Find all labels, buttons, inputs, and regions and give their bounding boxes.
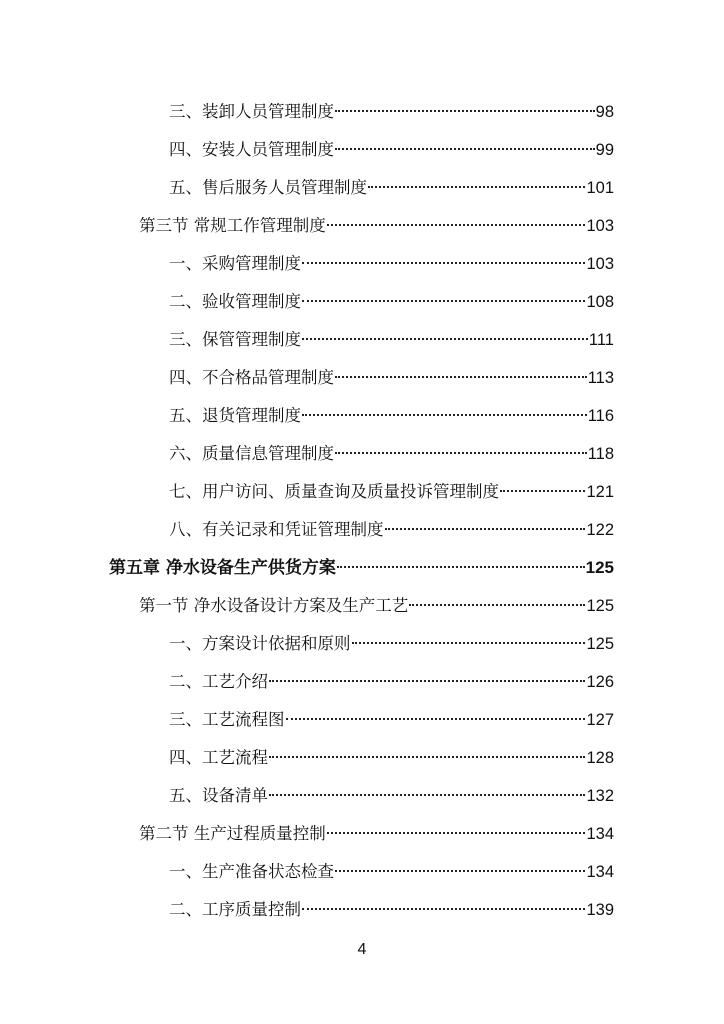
toc-entry-title: 第三节 常规工作管理制度 [139, 216, 326, 235]
toc-item-entry[interactable] [169, 93, 614, 131]
dot-leader [337, 566, 585, 568]
toc-entry-page: 101 [586, 179, 614, 197]
toc-entry-page: 99 [595, 141, 614, 159]
toc-entry-title: 四、工艺流程 [169, 748, 268, 767]
toc-entry-page: 103 [586, 217, 614, 235]
toc-entry-page: 125 [585, 558, 614, 577]
toc-section-entry[interactable] [139, 815, 614, 853]
toc-entry-page: 113 [587, 369, 614, 387]
dot-leader [269, 794, 585, 796]
toc-entry-title: 第一节 净水设备设计方案及生产工艺 [139, 596, 409, 615]
dot-leader [302, 262, 585, 264]
dot-leader [335, 452, 587, 454]
toc-item-entry[interactable] [169, 625, 614, 663]
toc-item-entry[interactable] [169, 473, 614, 511]
toc-entry-page: 103 [586, 255, 614, 273]
dot-leader [327, 832, 586, 834]
toc-entry-title: 四、安装人员管理制度 [169, 140, 334, 159]
toc-entry-title: 三、装卸人员管理制度 [169, 102, 334, 121]
toc-entry-page: 121 [586, 483, 614, 501]
toc-entry-page: 139 [586, 901, 614, 919]
dot-leader [269, 756, 585, 758]
toc-entry-title: 第二节 生产过程质量控制 [139, 824, 326, 843]
toc-item-entry[interactable] [169, 435, 614, 473]
toc-entry-title: 一、方案设计依据和原则 [169, 634, 351, 653]
toc-entry-page: 126 [586, 673, 614, 691]
toc-entry-title: 六、质量信息管理制度 [169, 444, 334, 463]
toc-entry-title: 五、售后服务人员管理制度 [169, 178, 367, 197]
toc-entry-title: 五、设备清单 [169, 786, 268, 805]
toc-entry-page: 134 [586, 863, 614, 881]
toc-item-entry[interactable] [169, 169, 614, 207]
toc-entry-page: 134 [586, 825, 614, 843]
toc-item-entry[interactable] [169, 739, 614, 777]
toc-item-entry[interactable] [169, 397, 614, 435]
toc-entry-title: 二、工艺介绍 [169, 672, 268, 691]
toc-item-entry[interactable] [169, 891, 614, 929]
toc-item-entry[interactable] [169, 511, 614, 549]
dot-leader [368, 186, 585, 188]
toc-entry-page: 128 [586, 749, 614, 767]
toc-entry-title: 八、有关记录和凭证管理制度 [169, 520, 384, 539]
dot-leader [335, 376, 587, 378]
dot-leader [327, 224, 586, 226]
dot-leader [500, 490, 585, 492]
toc-entry-title: 七、用户访问、质量查询及质量投诉管理制度 [169, 482, 499, 501]
dot-leader [335, 870, 585, 872]
dot-leader [335, 110, 595, 112]
toc-entry-page: 125 [586, 597, 614, 615]
dot-leader [302, 338, 588, 340]
toc-entry-page: 127 [586, 711, 614, 729]
toc-entry-title: 二、验收管理制度 [169, 292, 301, 311]
toc-entry-page: 125 [586, 635, 614, 653]
toc-entry-title: 五、退货管理制度 [169, 406, 301, 425]
dot-leader [302, 414, 587, 416]
dot-leader [302, 908, 585, 910]
toc-entry-title: 一、生产准备状态检查 [169, 862, 334, 881]
dot-leader [385, 528, 586, 530]
toc-entry-page: 132 [586, 787, 614, 805]
toc-item-entry[interactable] [169, 359, 614, 397]
table-of-contents [0, 93, 724, 929]
toc-item-entry[interactable] [169, 663, 614, 701]
dot-leader [269, 680, 585, 682]
dot-leader [335, 148, 595, 150]
toc-item-entry[interactable] [169, 853, 614, 891]
toc-section-entry[interactable] [139, 207, 614, 245]
dot-leader [352, 642, 586, 644]
toc-item-entry[interactable] [169, 245, 614, 283]
dot-leader [286, 718, 586, 720]
toc-entry-page: 122 [586, 521, 614, 539]
toc-entry-page: 108 [586, 293, 614, 311]
toc-entry-page: 116 [587, 407, 614, 425]
toc-entry-title: 第五章 净水设备生产供货方案 [109, 558, 336, 578]
dot-leader [302, 300, 585, 302]
toc-section-entry[interactable] [139, 587, 614, 625]
toc-entry-page: 111 [588, 331, 614, 349]
toc-item-entry[interactable] [169, 701, 614, 739]
toc-entry-page: 98 [595, 103, 614, 121]
toc-entry-title: 四、不合格品管理制度 [169, 368, 334, 387]
toc-entry-title: 二、工序质量控制 [169, 900, 301, 919]
toc-entry-title: 三、保管管理制度 [169, 330, 301, 349]
toc-entry-title: 三、工艺流程图 [169, 710, 285, 729]
toc-entry-page: 118 [587, 445, 614, 463]
toc-item-entry[interactable] [169, 283, 614, 321]
toc-chapter-entry[interactable] [109, 549, 614, 587]
toc-item-entry[interactable] [169, 777, 614, 815]
toc-item-entry[interactable] [169, 131, 614, 169]
dot-leader [409, 604, 585, 606]
toc-entry-title: 一、采购管理制度 [169, 254, 301, 273]
toc-item-entry[interactable] [169, 321, 614, 359]
page-number: 4 [357, 941, 367, 958]
